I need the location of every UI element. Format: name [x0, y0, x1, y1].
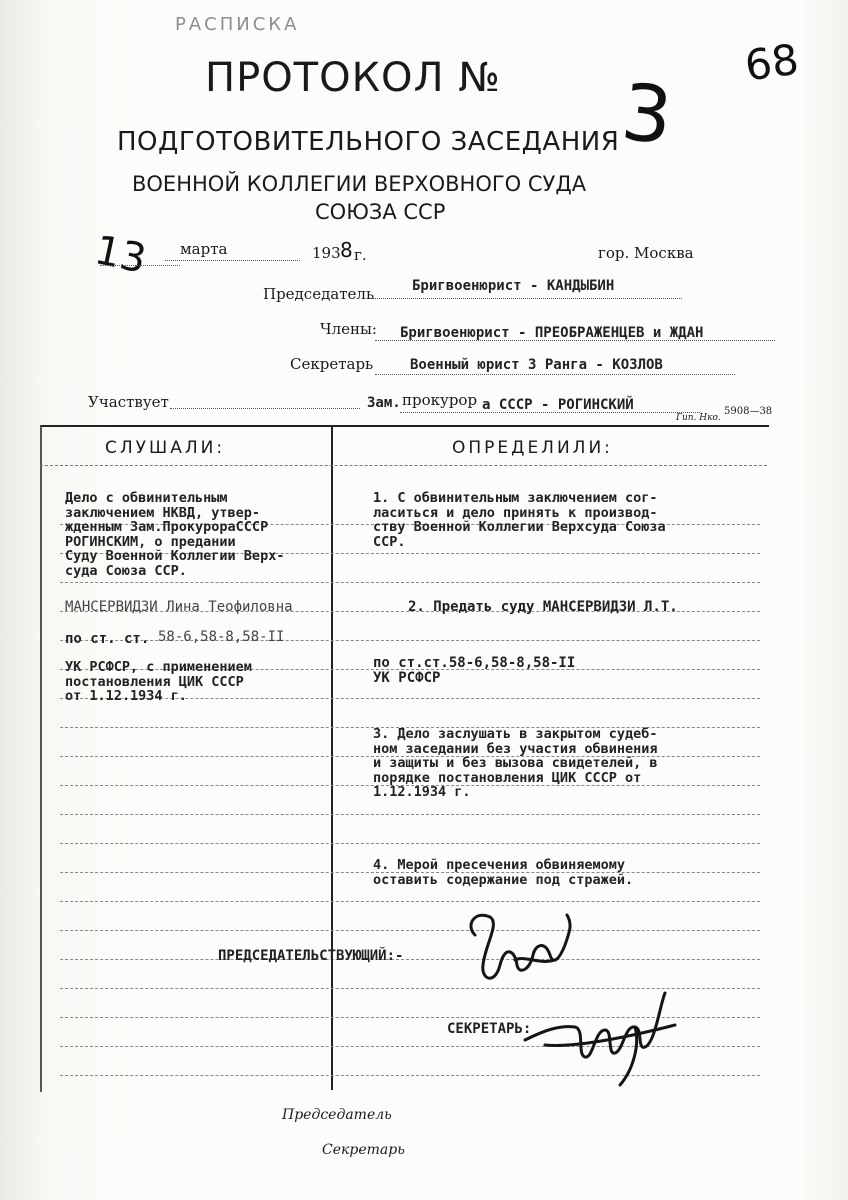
date-year-prefix: 193: [312, 244, 341, 262]
chair-underline: [372, 298, 682, 299]
header-divider: [40, 465, 767, 466]
chair-value: Бригвоенюрист - КАНДЫБИН: [412, 278, 615, 294]
decision-2-articles: по ст.ст.58-6,58-8,58-II: [373, 655, 576, 671]
participant-prefix: Зам.: [367, 395, 401, 411]
left-code-text: УК РСФСР, с применением постановления ЦИК СССР от 1.12.1934 г.: [65, 659, 252, 704]
left-case-text: Дело с обвинительным заключением НКВД, утвер- жденным Зам.ПрокурораСССР РОГИНСКИМ, о предании Суду Военной Коллегии Верх- суда Союза ССР.: [65, 490, 285, 579]
members-value: Бригвоенюрист - ПРЕОБРАЖЕНЦЕВ и ЖДАН: [400, 325, 704, 341]
participant-value: а СССР - РОГИНСКИЙ: [482, 397, 634, 413]
decision-3: 3. Дело заслушать в закрытом судеб- ном заседании без участия обвинения и защиты и без вызова свидетелей, в порядке постановления ЦИК СССР от 1.12.1934 г.: [373, 726, 658, 800]
decision-2: 2. Предать суду МАНСЕРВИДЗИ Л.Т.: [408, 599, 678, 615]
date-year-digit: 8: [340, 238, 353, 262]
title-subtitle-3: СОЮЗА ССР: [315, 200, 446, 224]
title-subtitle-1: ПОДГОТОВИТЕЛЬНОГО ЗАСЕДАНИЯ: [117, 127, 620, 157]
footer-chair: Председатель: [282, 1107, 392, 1123]
page-number-handwritten: 68: [741, 34, 802, 91]
left-column-header: СЛУШАЛИ:: [105, 438, 226, 458]
printer-mark: Гип. Нко.: [676, 413, 721, 423]
decision-4: 4. Мерой пресечения обвиняемому оставить содержание под стражей.: [373, 857, 634, 888]
presiding-signature-image: [455, 905, 595, 995]
city: гор. Москва: [598, 244, 694, 262]
protocol-title: ПРОТОКОЛ №: [205, 55, 501, 101]
members-label: Члены:: [320, 320, 377, 338]
day-underline: [100, 265, 180, 266]
secretary-label: Секретарь: [290, 355, 374, 373]
participant-label: Участвует: [88, 393, 169, 411]
month-underline: [165, 260, 300, 261]
secretary-signature-label: СЕКРЕТАРЬ:: [447, 1021, 532, 1037]
form-number: 5908—38: [724, 406, 773, 417]
chair-label: Председатель: [263, 285, 375, 303]
members-underline: [375, 340, 775, 341]
participant-underline-left: [170, 408, 360, 409]
left-articles: 58-6,58-8,58-II: [158, 629, 285, 645]
secretary-signature-image: [515, 985, 685, 1095]
title-subtitle-2: ВОЕННОЙ КОЛЛЕГИИ ВЕРХОВНОГО СУДА: [132, 172, 587, 196]
presiding-label: ПРЕДСЕДАТЕЛЬСТВУЮЩИЙ:-: [218, 948, 404, 964]
date-month: марта: [180, 240, 228, 258]
secretary-underline: [375, 374, 735, 375]
date-year-suffix: г.: [354, 246, 367, 264]
footer-secretary: Секретарь: [322, 1142, 405, 1158]
decision-2-code: УК РСФСР: [373, 670, 441, 686]
participant-title: прокурор: [402, 391, 478, 409]
date-day-handwritten: 13: [90, 227, 151, 283]
right-column-header: ОПРЕДЕЛИЛИ:: [452, 438, 613, 458]
secretary-value: Военный юрист 3 Ранга - КОЗЛОВ: [410, 357, 663, 373]
accused-name: МАНСЕРВИДЗИ Лина Теофиловна: [65, 599, 293, 615]
decision-1: 1. С обвинительным заключением сог- ласиться и дело принять к производ- ству Военной Коллегии Верхсуда Союза ССР.: [373, 490, 666, 550]
left-articles-prefix: по ст. ст.: [65, 631, 150, 647]
top-stamp-text: РАСПИСКА: [175, 14, 300, 35]
protocol-number-handwritten: 3: [617, 67, 677, 163]
participant-underline-right: [400, 412, 700, 413]
